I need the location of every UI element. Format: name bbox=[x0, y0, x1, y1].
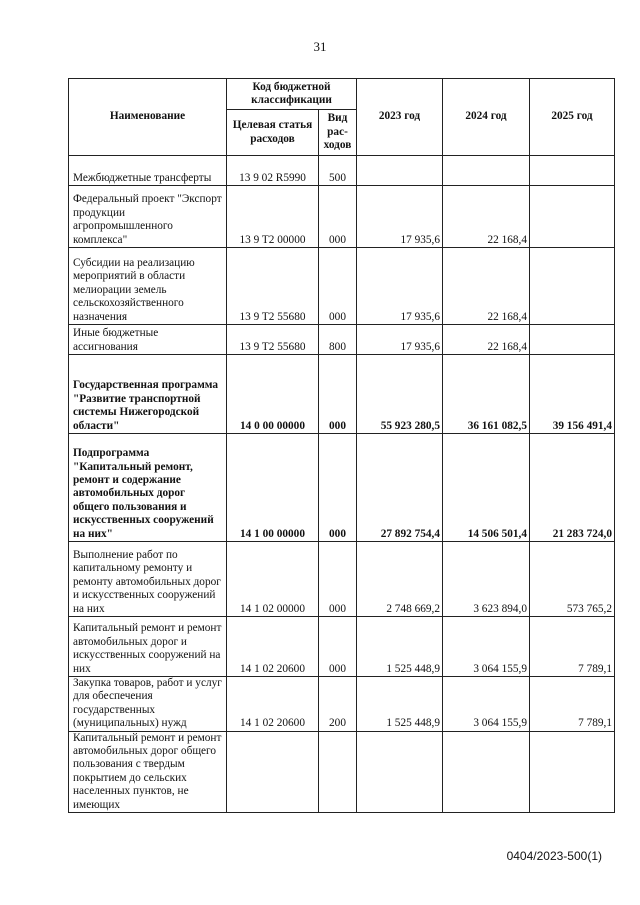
row-expense-type: 200 bbox=[319, 677, 357, 732]
row-value-2025 bbox=[530, 248, 615, 325]
header-name: Наименование bbox=[69, 79, 227, 156]
row-name: Капитальный ремонт и ремонт автомобильных дорог общего пользования с твердым покрытием до сельских населенных пунктов, не имеющих bbox=[69, 731, 227, 812]
row-value-2024: 3 623 894,0 bbox=[443, 542, 530, 617]
row-expense-type: 000 bbox=[319, 186, 357, 248]
row-target-article: 13 9 02 R5990 bbox=[227, 156, 319, 186]
row-name: Федеральный проект "Экспорт продукции агропромышленного комплекса" bbox=[69, 186, 227, 248]
header-target-article: Целевая статья расходов bbox=[227, 110, 319, 156]
row-expense-type: 000 bbox=[319, 434, 357, 542]
row-name: Субсидии на реализацию мероприятий в области мелиорации земель сельскохозяйственного назначения bbox=[69, 248, 227, 325]
row-expense-type bbox=[319, 731, 357, 812]
row-name: Закупка товаров, работ и услуг для обеспечения государственных (муниципальных) нужд bbox=[69, 677, 227, 732]
row-value-2024: 14 506 501,4 bbox=[443, 434, 530, 542]
row-value-2024: 3 064 155,9 bbox=[443, 677, 530, 732]
row-value-2023: 2 748 669,2 bbox=[357, 542, 443, 617]
row-expense-type: 000 bbox=[319, 617, 357, 677]
document-code: 0404/2023-500(1) bbox=[506, 849, 602, 863]
row-target-article: 13 9 T2 55680 bbox=[227, 325, 319, 355]
row-expense-type: 000 bbox=[319, 542, 357, 617]
row-value-2025 bbox=[530, 325, 615, 355]
budget-table bbox=[68, 78, 615, 813]
row-value-2023: 17 935,6 bbox=[357, 325, 443, 355]
row-value-2023: 1 525 448,9 bbox=[357, 677, 443, 732]
header-2025: 2025 год bbox=[530, 79, 615, 156]
header-2024: 2024 год bbox=[443, 79, 530, 156]
row-expense-type: 000 bbox=[319, 248, 357, 325]
row-value-2023 bbox=[357, 156, 443, 186]
row-value-2025: 7 789,1 bbox=[530, 617, 615, 677]
table-row bbox=[69, 617, 615, 677]
header-code-group: Код бюджетной классификации bbox=[227, 79, 357, 110]
table-row bbox=[69, 677, 615, 732]
table-row bbox=[69, 186, 615, 248]
row-target-article: 14 1 02 20600 bbox=[227, 617, 319, 677]
table-row bbox=[69, 355, 615, 434]
header-expense-type: Вид рас-ходов bbox=[319, 110, 357, 156]
row-value-2025 bbox=[530, 731, 615, 812]
row-target-article: 13 9 T2 00000 bbox=[227, 186, 319, 248]
row-target-article: 14 1 00 00000 bbox=[227, 434, 319, 542]
table-row bbox=[69, 248, 615, 325]
row-target-article: 14 0 00 00000 bbox=[227, 355, 319, 434]
row-value-2023: 17 935,6 bbox=[357, 186, 443, 248]
row-value-2025: 39 156 491,4 bbox=[530, 355, 615, 434]
row-value-2023: 55 923 280,5 bbox=[357, 355, 443, 434]
row-value-2024 bbox=[443, 156, 530, 186]
row-value-2025: 7 789,1 bbox=[530, 677, 615, 732]
row-value-2024: 3 064 155,9 bbox=[443, 617, 530, 677]
table-row bbox=[69, 542, 615, 617]
row-value-2023: 1 525 448,9 bbox=[357, 617, 443, 677]
row-value-2024: 22 168,4 bbox=[443, 325, 530, 355]
row-expense-type: 800 bbox=[319, 325, 357, 355]
row-value-2023: 17 935,6 bbox=[357, 248, 443, 325]
row-value-2025: 21 283 724,0 bbox=[530, 434, 615, 542]
row-name: Капитальный ремонт и ремонт автомобильных дорог и искусственных сооружений на них bbox=[69, 617, 227, 677]
row-value-2025 bbox=[530, 186, 615, 248]
row-expense-type: 500 bbox=[319, 156, 357, 186]
row-value-2025 bbox=[530, 156, 615, 186]
header-2023: 2023 год bbox=[357, 79, 443, 156]
table-body bbox=[69, 156, 615, 813]
row-name: Государственная программа "Развитие транспортной системы Нижегородской области" bbox=[69, 355, 227, 434]
row-expense-type: 000 bbox=[319, 355, 357, 434]
row-name: Иные бюджетные ассигнования bbox=[69, 325, 227, 355]
row-target-article: 14 1 02 00000 bbox=[227, 542, 319, 617]
row-value-2024: 36 161 082,5 bbox=[443, 355, 530, 434]
row-name: Выполнение работ по капитальному ремонту и ремонту автомобильных дорог и искусственных сооружений на них bbox=[69, 542, 227, 617]
row-value-2023: 27 892 754,4 bbox=[357, 434, 443, 542]
row-value-2024 bbox=[443, 731, 530, 812]
row-target-article bbox=[227, 731, 319, 812]
row-name: Подпрограмма "Капитальный ремонт, ремонт и содержание автомобильных дорог общего пользования и искусственных сооружений на них" bbox=[69, 434, 227, 542]
table-row bbox=[69, 731, 615, 812]
row-value-2025: 573 765,2 bbox=[530, 542, 615, 617]
table-row bbox=[69, 156, 615, 186]
row-value-2024: 22 168,4 bbox=[443, 186, 530, 248]
page-number: 31 bbox=[313, 39, 327, 54]
row-target-article: 14 1 02 20600 bbox=[227, 677, 319, 732]
row-value-2024: 22 168,4 bbox=[443, 248, 530, 325]
row-name: Межбюджетные трансферты bbox=[69, 156, 227, 186]
row-target-article: 13 9 T2 55680 bbox=[227, 248, 319, 325]
row-value-2023 bbox=[357, 731, 443, 812]
table-row bbox=[69, 434, 615, 542]
table-row bbox=[69, 325, 615, 355]
